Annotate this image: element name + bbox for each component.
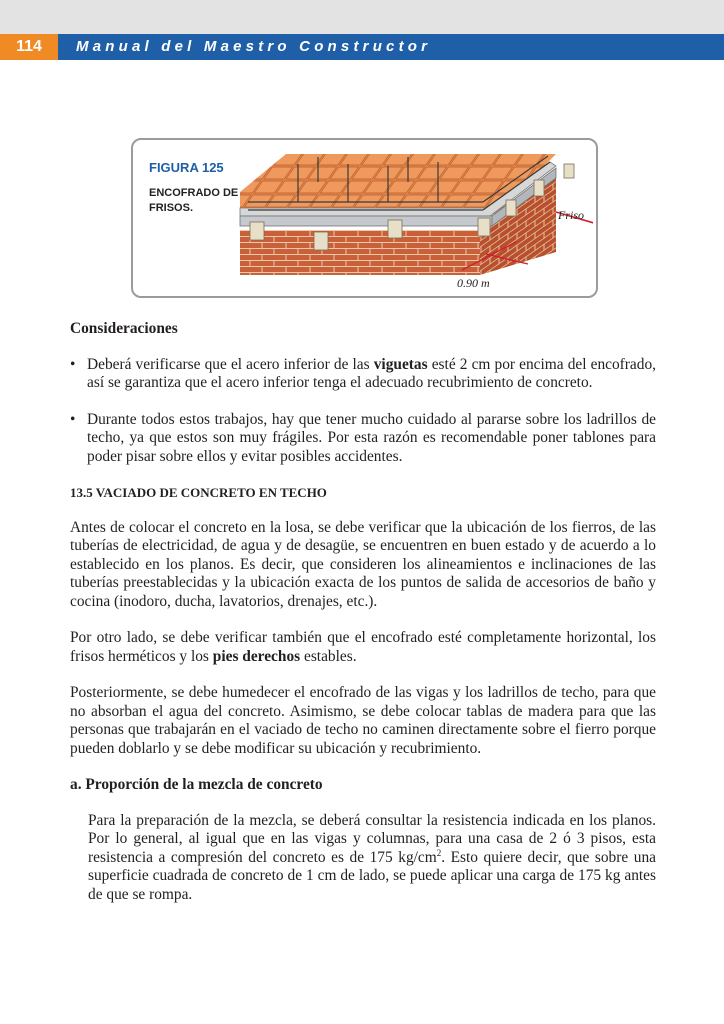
formwork-illustration	[238, 152, 593, 277]
brick-wall-front	[240, 230, 480, 275]
section-heading: 13.5 VACIADO DE CONCRETO EN TECHO	[70, 485, 327, 500]
bold-term: pies derechos	[212, 647, 301, 665]
figure-box	[131, 138, 598, 298]
bullet-item	[70, 356, 656, 393]
paragraph-text: Para la preparación de la mezcla, se deberá consultar la resistencia indicada en los planos. Por lo general, al igual que en las vigas y columnas, para una casa de 2 ó 3 pisos, esta resistencia a compresión del concreto es de 175 kg/cm	[88, 811, 656, 866]
paragraph: Posteriormente, se debe humedecer el encofrado de las vigas y los ladrillos de techo, para que no absorban el agua del concreto. Asimismo, se debe colocar tablas de madera para que las personas que trabajarán en el vaciado de techo no caminen directamente sobre el fierro porque pueden doblarlo y se debe modificar su ubicación y recubrimiento.	[70, 684, 656, 757]
paragraph-text: estables.	[300, 647, 357, 665]
superscript: 2	[436, 847, 442, 858]
bullet-text: esté 2 cm por encima del encofrado, así se garantiza que el acero inferior tenga el adecuado recubrimiento de concreto.	[87, 355, 656, 391]
figure-title: FIGURA 125	[149, 160, 224, 175]
consideraciones-heading: Consideraciones	[70, 320, 178, 337]
label-friso: Friso	[558, 208, 585, 222]
book-title: Manual del Maestro Constructor	[76, 38, 432, 55]
bullet-dot: •	[70, 355, 76, 373]
paragraph	[70, 812, 656, 905]
figure-caption: ENCOFRADO DE FRISOS.	[149, 187, 239, 214]
page-number: 114	[0, 34, 58, 60]
bullet-item	[70, 411, 656, 467]
paragraph	[70, 629, 656, 666]
body-text	[70, 320, 656, 904]
bullet-bold-term: viguetas	[373, 355, 428, 373]
bullet-dot: •	[70, 410, 76, 428]
bullet-text: Durante todos estos trabajos, hay que tener mucho cuidado al pararse sobre los ladrillos de techo, ya que estos son muy frágiles. Por esta razón es recomendable poner tablones para poder pisar sobre ellos y evitar posibles accidentes.	[87, 410, 656, 465]
friso-board-front	[240, 216, 492, 226]
subsection-heading: a. Proporción de la mezcla de concreto	[70, 776, 323, 793]
running-header	[0, 34, 724, 60]
bullet-text: Deberá verificarse que el acero inferior de las	[87, 355, 374, 373]
paragraph-text: Por otro lado, se debe verificar también que el encofrado esté completamente horizontal, los frisos herméticos y los	[70, 629, 656, 665]
paragraph-text: . Esto quiere decir, que sobre una superficie cuadrada de concreto de 1 cm de lado, se puede aplicar una carga de 175 kg antes de que se rompa.	[88, 848, 656, 903]
label-dimension: 0.90 m	[457, 276, 490, 290]
paragraph: Antes de colocar el concreto en la losa, se debe verificar que la ubicación de los fierros, de las tuberías de electricidad, de agua y de desagüe, se encuentren en buen estado y de acuerdo a lo establecido en los planos. Es decir, que consideren los alineamientos e inclinaciones de las tuberías preestablecidas y la ubicación exacta de los puntos de salida de accesorios de baño y cocina (inodoro, ducha, lavatorios, drenajes, etc.).	[70, 518, 656, 610]
top-margin-band	[0, 0, 724, 34]
